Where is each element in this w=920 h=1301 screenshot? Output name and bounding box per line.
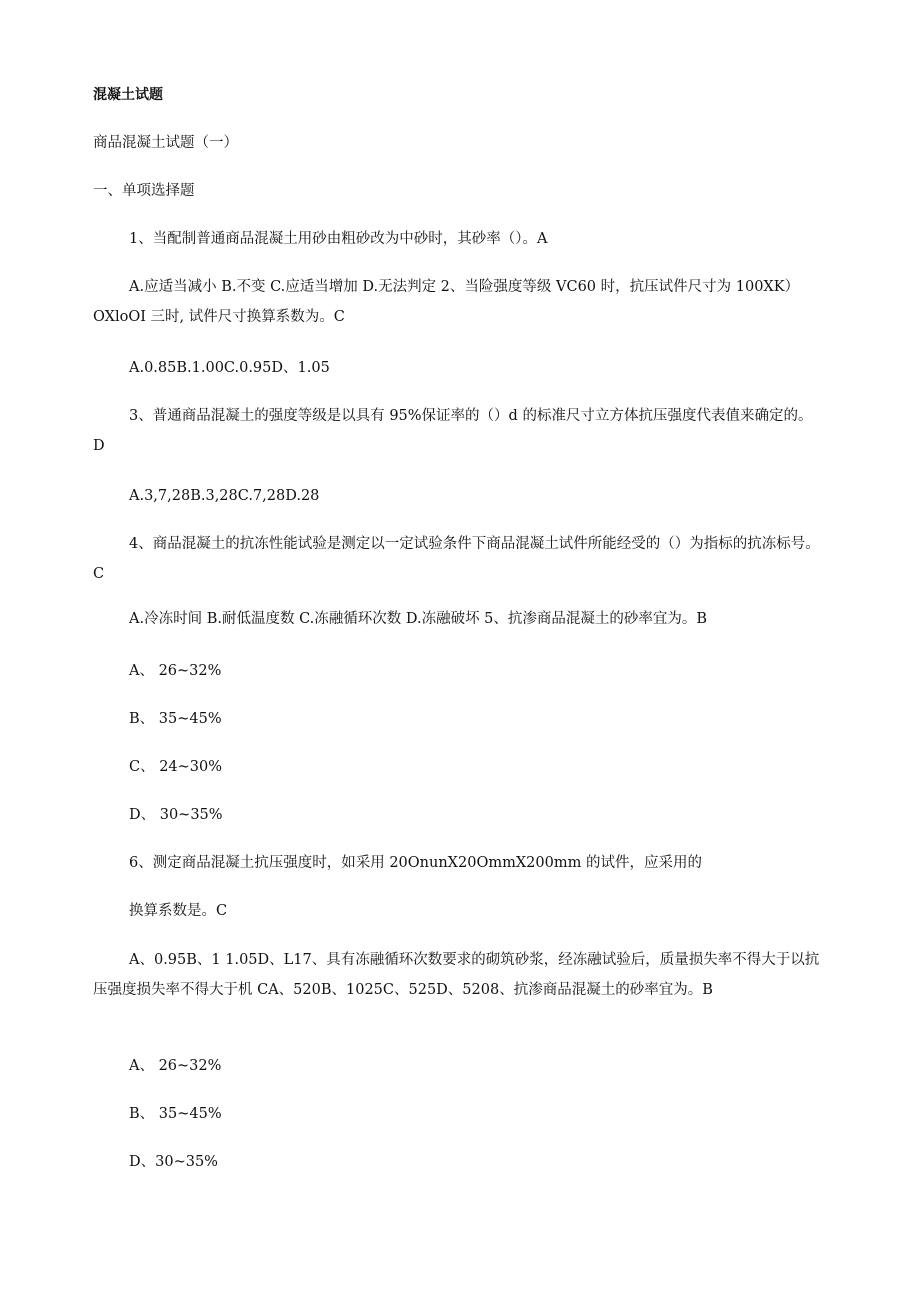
question-6-options-and-questions-7-8: A、0.95B、1 1.05D、L17、具有冻融循环次数要求的砌筑砂浆，经冻融试验后，质量损失率不得大于以抗压强度损失率不得大于机 CA、520B、1025C、525D、5208、抗渗商品混凝土的砂率宜为。B [93, 952, 820, 998]
question-4: 4、商品混凝土的抗冻性能试验是测定以一定试验条件下商品混凝土试件所能经受的（）为指标的抗冻标号。C [93, 536, 820, 582]
question-1-options-and-question-2: A.应适当减小 B.不变 C.应适当增加 D.无法判定 2、当险强度等级 VC60 时，抗压试件尺寸为 100XK）OXloOI 三时, 试件尺寸换算系数为。C [93, 279, 800, 325]
question-8-option-d: D、30~35% [129, 1154, 218, 1170]
question-5-option-a: A、 26~32% [129, 663, 222, 679]
question-4-options-and-question-5: A.冷冻时间 B.耐低温度数 C.冻融循环次数 D.冻融破坏 5、抗渗商品混凝土的砂率宜为。B [129, 611, 708, 627]
question-1: 1、当配制普通商品混凝土用砂由粗砂改为中砂时，其砂率（）。A [129, 231, 548, 247]
question-6-line-2: 换算系数是。C [129, 903, 228, 919]
question-3-options: A.3,7,28B.3,28C.7,28D.28 [129, 488, 320, 504]
question-3: 3、普通商品混凝土的强度等级是以具有 95%保证率的（）d 的标准尺寸立方体抗压强度代表值来确定的。D [93, 408, 813, 454]
question-5-option-b: B、 35~45% [129, 711, 222, 727]
document-subtitle: 商品混凝土试题（一） [93, 135, 238, 151]
section-heading: 一、单项选择题 [93, 183, 195, 199]
question-8-option-a: A、 26~32% [129, 1058, 222, 1074]
question-2-options: A.0.85B.1.00C.0.95D、1.05 [129, 360, 330, 376]
question-6-line-1: 6、测定商品混凝土抗压强度时，如采用 20OnunX20OmmX200mm 的试件，应采用的 [129, 855, 702, 871]
document-title: 混凝土试题 [93, 87, 163, 103]
question-8-option-b: B、 35~45% [129, 1106, 222, 1122]
question-5-option-d: D、 30~35% [129, 807, 223, 823]
question-5-option-c: C、 24~30% [129, 759, 223, 775]
